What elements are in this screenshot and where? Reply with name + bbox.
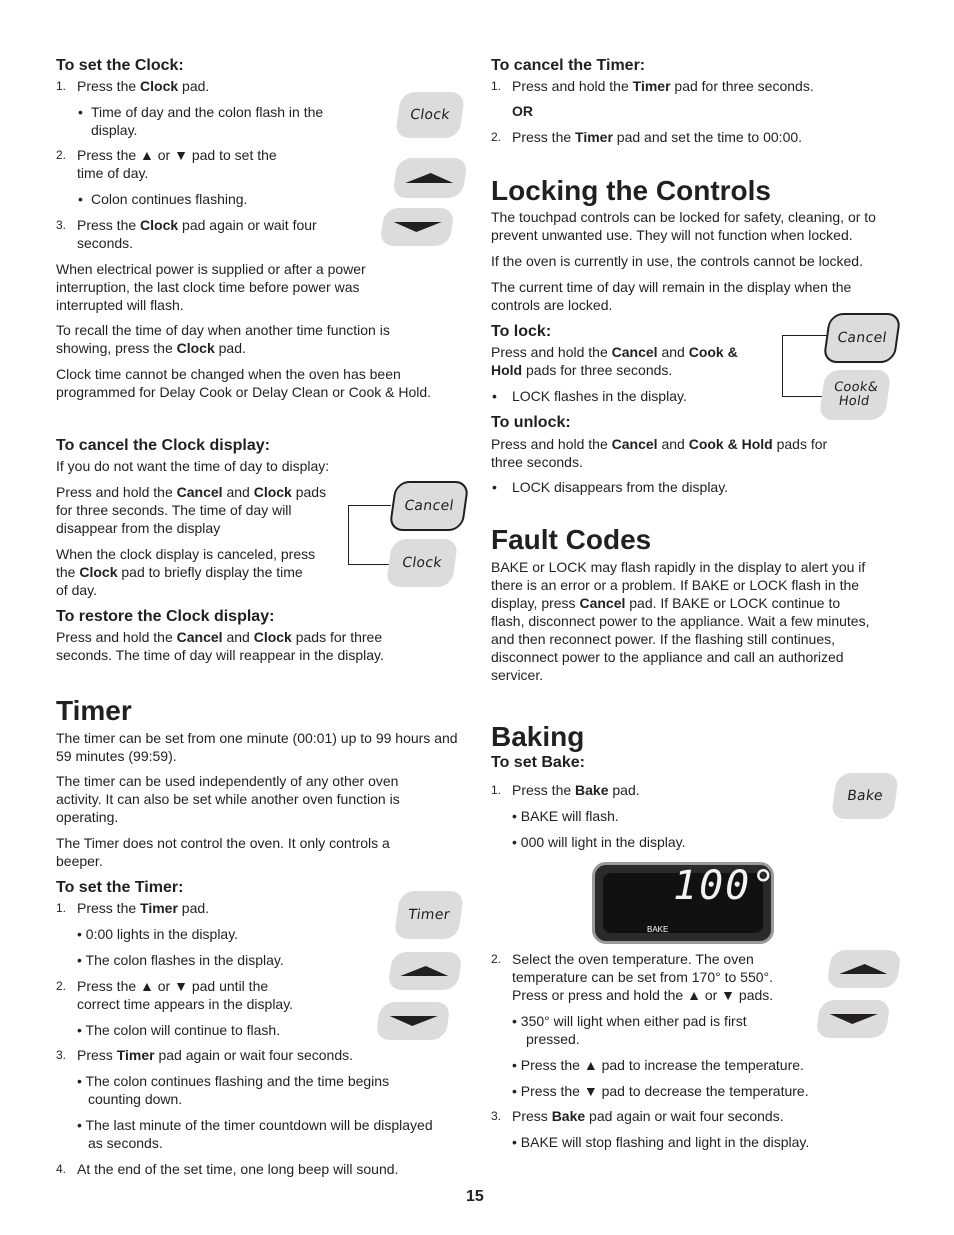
text: pad. If BAKE or LOCK continue to [625,595,841,611]
fault-l2: there is an error or a problem. If BAKE or LOCK flash in the [491,577,860,593]
text: Timer [140,900,178,916]
fault-l3 [491,594,840,612]
set-clock-bullet-2: Colon continues flashing. [91,191,248,207]
page-number: 15 [466,1188,484,1205]
cancel-clock-p1-l2: for three seconds. The time of day will [56,502,292,518]
set-bake-bullet-5: • Press the ▼ pad to decrease the temperature. [512,1083,809,1099]
set-timer-bullet-2: • The colon flashes in the display. [77,952,284,968]
pad-bracket [782,335,827,397]
cancel-pad-label: Cancel [403,498,455,514]
step-number: 2. [56,979,67,993]
restore-clock-title: To restore the Clock display: [56,608,275,625]
text: Cook & [688,344,738,360]
step-number: 3. [491,1109,502,1123]
set-timer-bullet-4: • The colon continues flashing and the time begins [77,1073,390,1089]
bullet-dot: • [78,191,83,207]
cook-hold-pad-label: Cook& [832,380,880,395]
lock-text-l2 [491,361,672,379]
text: pads [291,484,327,500]
text: Cook & Hold [688,436,773,452]
text: At the end of the set time, one long beep will sound. [77,1161,399,1177]
bullet-dot: • [78,104,83,120]
step-number: 1. [491,783,502,797]
text: Clock [140,217,179,233]
timer-pad-label: Timer [407,907,451,923]
step-number: 3. [56,1048,67,1062]
step-number: 1. [56,901,67,915]
timer-p1: The timer can be set from one minute (00:01) up to 99 hours and 59 minutes (99:59). [56,730,458,764]
cancel-clock-p1 [56,483,326,501]
set-bake-bullet-6: • BAKE will stop flashing and light in the display. [512,1134,810,1150]
fault-l7: servicer. [491,667,544,683]
text: Bake [551,1108,586,1124]
up-arrow-pad[interactable] [826,950,901,988]
set-clock-bullet-1: Time of day and the colon flash in the display. [91,104,324,138]
set-timer-title: To set the Timer: [56,879,184,896]
text: Press [77,1047,117,1063]
text: Press and hold the [491,436,612,452]
cancel-clock-intro: If you do not want the time of day to display: [56,458,330,474]
text: Timer [116,1047,155,1063]
text: Press the ▲ or ▼ pad to set the [77,147,277,163]
up-arrow-icon [405,173,454,183]
cancel-timer-or: OR [512,103,533,119]
text: pads for three seconds. [522,362,673,378]
text: pad. [177,900,210,916]
down-arrow-icon [828,1014,877,1024]
up-arrow-pad[interactable] [387,952,462,990]
step-number: 1. [56,79,67,93]
text: showing, press the [56,340,177,356]
text: Bake [575,782,609,798]
cook-hold-pad[interactable] [818,370,891,420]
set-bake-step-2-l2: temperature can be set from 170° to 550°. [512,969,774,985]
text: pad again or wait four seconds. [154,1047,354,1063]
text: and [657,436,689,452]
text: Cancel [579,595,626,611]
fault-l4: flash, disconnect power to the appliance. Wait a few minutes, [491,613,870,629]
down-arrow-pad[interactable] [815,1000,890,1038]
text: display, press [491,595,580,611]
text: Hold [491,362,523,378]
set-bake-bullet-3: • 350° will light when either pad is first [512,1013,747,1029]
down-arrow-pad[interactable] [375,1002,450,1040]
cancel-pad-label: Cancel [836,330,888,346]
text: Clock [253,484,292,500]
timer-pad[interactable] [394,891,465,939]
set-bake-step-2-l3: Press or press and hold the ▲ or ▼ pads. [512,987,774,1003]
cancel-clock-p2-l2 [56,563,303,581]
down-arrow-icon [388,1016,437,1026]
restore-clock-p1 [56,628,382,646]
fault-l1: BAKE or LOCK may flash rapidly in the display to alert you if [491,559,866,575]
text: Cancel [176,484,223,500]
clock-pad-label: Clock [401,555,443,571]
set-timer-step-2-cont: correct time appears in the display. [77,996,294,1012]
text: Press the ▲ or ▼ pad until the [77,978,269,994]
clock-pad-label: Clock [409,107,451,123]
fault-l5: and then reconnect power. If the flashing still continues, [491,631,835,647]
text: Press the [77,900,141,916]
unlock-bullet: LOCK disappears from the display. [512,479,729,495]
set-bake-bullet-1: • BAKE will flash. [512,808,619,824]
set-bake-title: To set Bake: [491,754,585,771]
text: Press the [77,217,141,233]
up-arrow-icon [400,966,449,976]
text: pad again or wait four seconds. [585,1108,784,1124]
text: and [657,344,689,360]
text: pads for three [291,629,383,645]
step-number: 3. [56,218,67,232]
set-timer-bullet-5: • The last minute of the timer countdown will be displayed [77,1117,433,1133]
bullet-dot: • [492,388,497,404]
oven-display [592,862,778,944]
timer-heading: Timer [56,695,132,726]
set-clock-para-2: To recall the time of day when another time function is [56,322,390,338]
cancel-clock-p1-l3: disappear from the display [56,520,221,536]
timer-p2: The timer can be used independently of any other oven activity. It can also be set while another oven function is operating. [56,773,400,825]
locking-heading: Locking the Controls [491,175,771,206]
step-number: 1. [491,79,502,93]
step-number: 2. [56,148,67,162]
set-clock-para-3: Clock time cannot be changed when the oven has been programmed for Delay Cook or Delay Clean or Cook & Hold. [56,366,432,400]
unlock-title: To unlock: [491,414,571,431]
step-number: 2. [491,952,502,966]
cancel-clock-p2-l3: of day. [56,582,97,598]
text: Press and hold the [56,629,177,645]
set-clock-para-2-cont [56,339,246,357]
text: pads for [772,436,828,452]
restore-clock-p1-l2: seconds. The time of day will reappear in the display. [56,647,384,663]
text: Clock [140,78,179,94]
set-timer-bullet-4-cont: counting down. [88,1091,183,1107]
fault-l6: disconnect power to the appliance and call an authorized [491,649,844,665]
locking-p3: The current time of day will remain in the display when the controls are locked. [491,279,852,313]
text: Cancel [176,629,223,645]
set-bake-bullet-3-cont: pressed. [526,1031,580,1047]
timer-p3: The Timer does not control the oven. It only controls a beeper. [56,835,390,869]
set-bake-bullet-2: • 000 will light in the display. [512,834,686,850]
cancel-clock-title: To cancel the Clock display: [56,437,270,454]
bullet-dot: • [492,479,497,495]
text: Press the [512,782,576,798]
bake-pad-label: Bake [846,788,884,804]
text: Press and hold the [56,484,177,500]
text: pad to briefly display the time [117,564,303,580]
set-timer-bullet-1: • 0:00 lights in the display. [77,926,239,942]
set-clock-step-2-cont: time of day. [77,165,149,181]
cancel-pad[interactable] [822,313,901,363]
display-temperature: 100° [673,863,778,909]
text: pad again or wait four [178,217,317,233]
text: and [222,629,254,645]
clock-pad[interactable] [386,539,459,587]
set-clock-title: To set the Clock: [56,57,184,74]
text: Press [512,1108,552,1124]
text: Clock [176,340,215,356]
unlock-text-l2: three seconds. [491,454,583,470]
set-clock-para-1: When electrical power is supplied or after a power interruption, the last clock time before power was interrupted will flash. [56,261,366,313]
cancel-clock-p2: When the clock display is canceled, press [56,546,316,562]
text: pad. [608,782,640,798]
text: Cancel [611,436,658,452]
cancel-timer-title: To cancel the Timer: [491,57,646,74]
text: Clock [79,564,118,580]
text: Clock [253,629,292,645]
up-arrow-pad[interactable] [392,158,468,198]
text: and [222,484,254,500]
bake-pad[interactable] [831,773,899,819]
lock-text [491,343,738,361]
display-bake-label: BAKE [647,925,669,934]
text: pad and set the time to 00:00. [612,129,803,145]
set-timer-bullet-5-cont: as seconds. [88,1135,163,1151]
set-clock-step-3-cont: seconds. [77,235,134,251]
clock-pad[interactable] [395,92,465,138]
text: pad. [178,78,210,94]
text: Select the oven temperature. The oven [512,951,754,967]
text: Cancel [611,344,658,360]
step-number: 4. [56,1162,67,1176]
text: the [56,564,80,580]
cook-hold-pad-label: Hold [837,394,871,409]
step-number: 2. [491,130,502,144]
down-arrow-icon [392,222,441,232]
set-bake-bullet-4: • Press the ▲ pad to increase the temperature. [512,1057,804,1073]
set-timer-bullet-3: • The colon will continue to flash. [77,1022,281,1038]
up-arrow-icon [839,964,888,974]
oven-display-screen [603,863,778,934]
locking-p2: If the oven is currently in use, the controls cannot be locked. [491,253,863,269]
lock-title: To lock: [491,323,552,340]
text: pad for three seconds. [670,78,814,94]
text: Press and hold the [491,344,612,360]
text: Press the [512,129,576,145]
text: Timer [632,78,671,94]
down-arrow-pad[interactable] [379,208,454,246]
text: Timer [575,129,613,145]
cancel-pad[interactable] [388,481,469,531]
lock-bullet: LOCK flashes in the display. [512,388,687,404]
pad-bracket [348,505,391,565]
text: Press the [77,78,141,94]
unlock-text [491,435,827,453]
baking-heading: Baking [491,721,585,752]
text: pad. [214,340,246,356]
locking-p1: The touchpad controls can be locked for safety, cleaning, or to prevent unwanted use. They will not function when locked. [491,209,876,243]
text: Press and hold the [512,78,633,94]
fault-codes-heading: Fault Codes [491,524,652,555]
